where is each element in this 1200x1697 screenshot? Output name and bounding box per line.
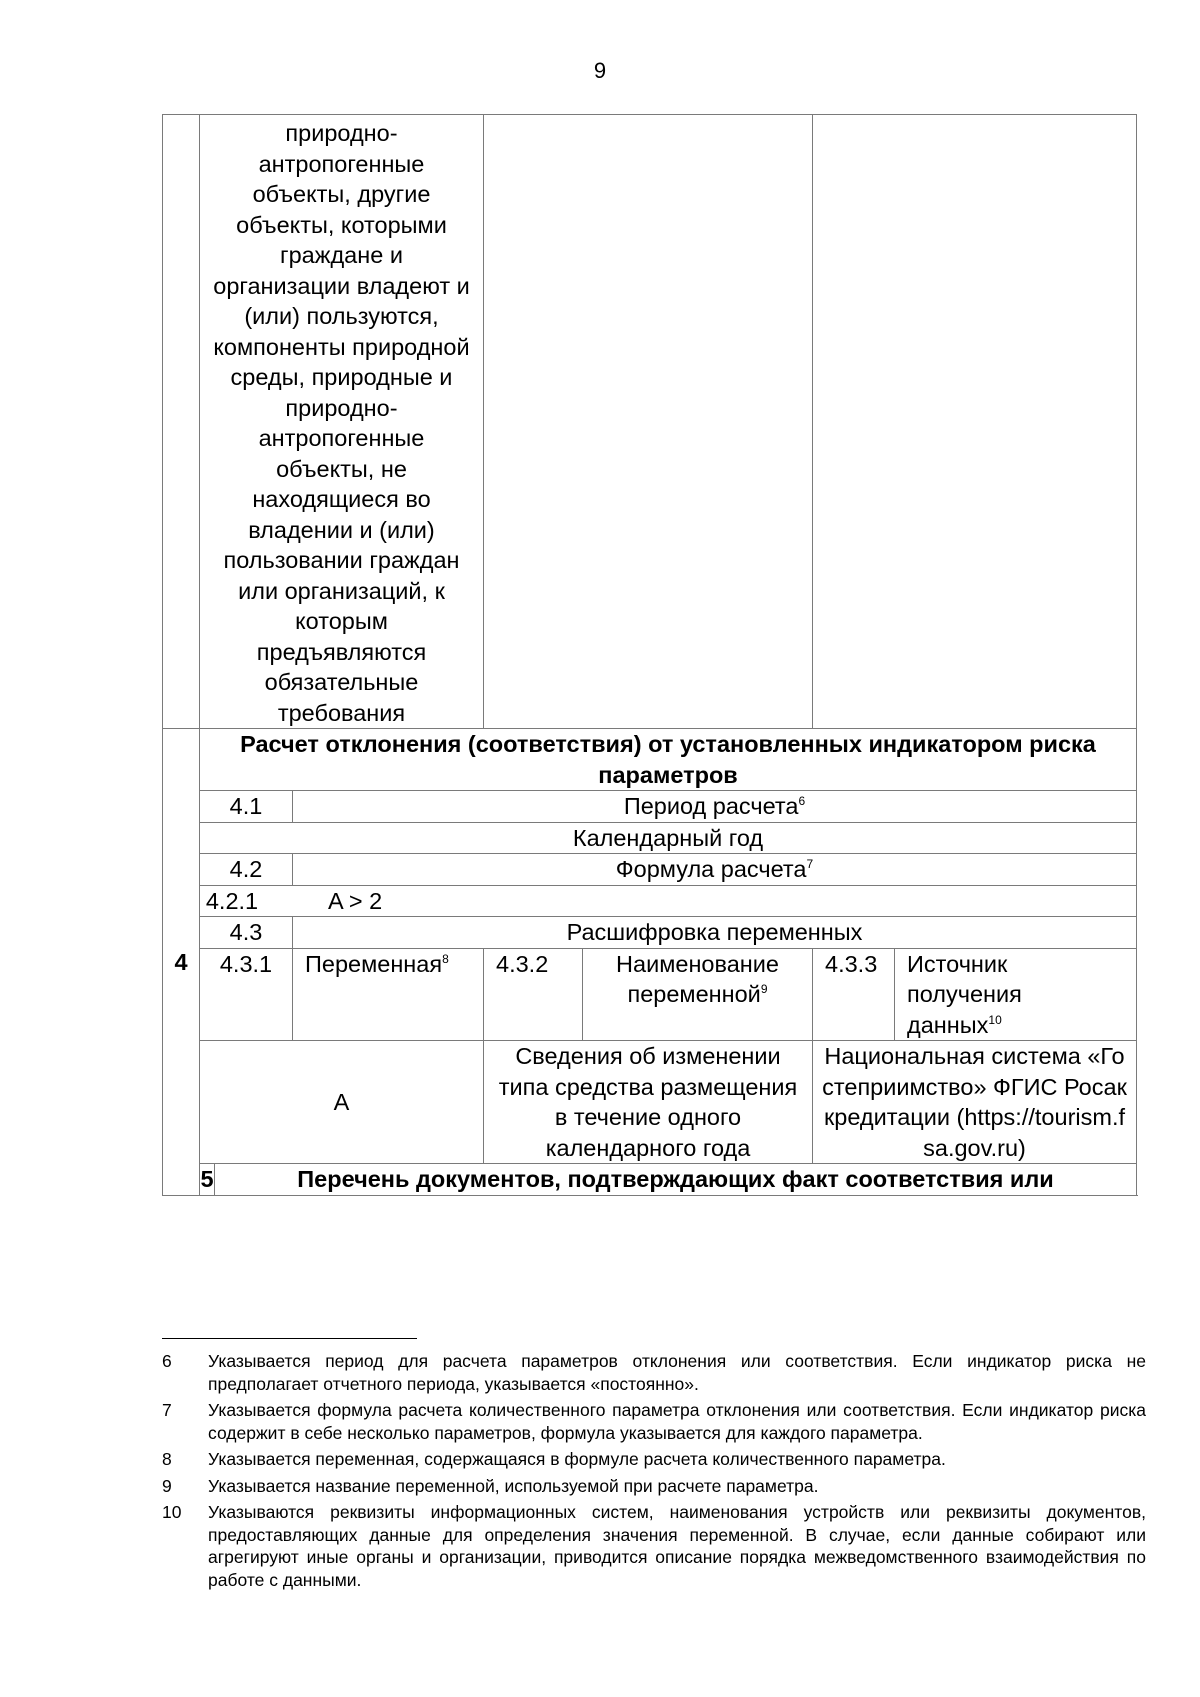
number-cell — [163, 115, 200, 729]
section4-title-text: Расчет отклонения (соответствия) от установленных индикатором риска параметров — [240, 731, 1096, 788]
footnote-ref: 8 — [442, 951, 449, 966]
variable-description-text: Сведения об изменении типа средства размещения в течение одного календарного года — [498, 1043, 798, 1161]
continuation-text: природно-антропогенные объекты, другие объекты, которыми граждане и организации владеют и (или) пользуются, компоненты природной среды, природные и природно-антропогенные объекты, не находящиеся во владении и (или) пользовании граждан или организаций, к которым предъявляются обязательные требования — [213, 120, 470, 726]
page-number: 9 — [593, 58, 607, 83]
empty-cell — [813, 115, 1137, 729]
data-source-header — [895, 948, 1137, 1041]
footnote-separator — [162, 1338, 417, 1339]
footnote-text: Указывается название переменной, используемой при расчете параметра. — [208, 1475, 819, 1496]
variable-value: A — [200, 1041, 484, 1164]
variable-header — [293, 948, 484, 1041]
section5-row — [163, 1164, 1137, 1196]
row-4-2-number: 4.2 — [200, 854, 293, 886]
footnote-text: Указывается период для расчета параметров отклонения или соответствия. Если индикатор риска не предполагает отчетного периода, указывается «постоянно». — [208, 1351, 1146, 1394]
variable-name-header — [583, 948, 813, 1041]
variable-description — [484, 1041, 813, 1164]
formula-label: Формула расчета — [615, 856, 807, 882]
section5-title: Перечень документов, подтверждающих факт соответствия или — [215, 1164, 1137, 1196]
footnote-text: Указывается формула расчета количественного параметра отклонения или соответствия. Если индикатор риска содержит в себе несколько параметров, формула указывается для каждого параметра. — [208, 1400, 1146, 1443]
footnote-ref: 6 — [798, 794, 806, 809]
footnote — [162, 1448, 1146, 1471]
variable-name-header-text: Наименование переменной — [616, 950, 779, 1007]
row-4-3-number: 4.3 — [200, 917, 293, 949]
indicator-table — [162, 114, 1137, 1196]
footnote — [162, 1475, 1146, 1498]
continuation-row — [163, 115, 1137, 729]
formula-row — [200, 885, 1137, 917]
footnotes — [162, 1350, 1146, 1595]
variables-header-row — [163, 948, 1137, 1041]
section4-title-row — [163, 729, 1137, 791]
footnote-number: 7 — [162, 1400, 172, 1420]
row-4-3-2-number: 4.3.2 — [484, 948, 583, 1041]
row-4-1-number: 4.1 — [200, 791, 293, 823]
footnote-number: 9 — [162, 1475, 172, 1496]
empty-cell — [484, 115, 813, 729]
row-4-2 — [163, 854, 1137, 886]
row-4-3 — [163, 917, 1137, 949]
section5-number: 5 — [200, 1164, 215, 1196]
footnote-text: Указываются реквизиты информационных систем, наименования устройств или реквизиты документов, предоставляющих данные для определения значения переменной. В случае, если данные собирают или агрегируют иные органы и организации, приводится описание порядка межведомственного взаимодействия по работе с данными. — [208, 1502, 1146, 1590]
variable-source-text: Национальная система «Гостеприимство» ФГИС Росаккредитации (https://tourism.fsa.gov.ru) — [822, 1043, 1127, 1161]
footnote — [162, 1501, 1146, 1591]
footnote-number: 10 — [162, 1502, 182, 1522]
row-4-1-label — [293, 791, 1137, 823]
continuation-cell — [200, 115, 484, 729]
section4-number: 4 — [163, 729, 200, 1196]
data-source-header-text: Источник получения данных — [907, 950, 1022, 1038]
row-4-2-1 — [163, 885, 1137, 917]
period-value: Календарный год — [200, 822, 1137, 854]
variable-source — [813, 1041, 1137, 1164]
footnote — [162, 1350, 1146, 1395]
row-4-3-1-number: 4.3.1 — [200, 948, 293, 1041]
footnote-number: 8 — [162, 1449, 172, 1469]
footnote-ref: 9 — [760, 982, 768, 997]
row-4-3-3-number: 4.3.3 — [813, 948, 895, 1041]
footnote — [162, 1399, 1146, 1444]
variable-row — [163, 1041, 1137, 1164]
section4-title — [200, 729, 1137, 791]
row-4-1-value — [163, 822, 1137, 854]
row-4-2-label — [293, 854, 1137, 886]
period-label: Период расчета — [623, 793, 799, 819]
row-4-1 — [163, 791, 1137, 823]
row-4-2-1-number: 4.2.1 — [205, 887, 259, 914]
footnote-ref: 10 — [988, 1012, 1002, 1027]
variables-label: Расшифровка переменных — [293, 917, 1137, 949]
footnote-number: 6 — [162, 1351, 172, 1371]
footnote-text: Указывается переменная, содержащаяся в формуле расчета количественного параметра. — [208, 1449, 946, 1469]
footnote-ref: 7 — [806, 857, 814, 872]
variable-header-text: Переменная — [305, 950, 443, 977]
formula-value: A > 2 — [328, 887, 383, 914]
